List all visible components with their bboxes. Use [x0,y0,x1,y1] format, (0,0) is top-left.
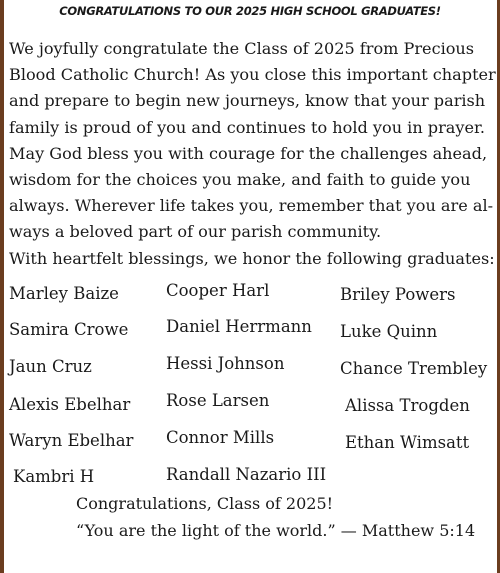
closing-scripture-quote: “You are the light of the world.” — Matthew 5:14 [76,521,476,540]
message-line: ways a beloved part of our parish community. [9,222,382,242]
graduate-name: Rose Larsen [166,391,270,410]
message-line: wisdom for the choices you make, and faith to guide you [9,170,471,190]
message-line: We joyfully congratulate the Class of 2025 from Precious [9,39,475,58]
graduate-name: Luke Quinn [340,322,438,341]
message-line: family is proud of you and continues to hold you in prayer. [9,117,486,137]
graduate-name: Chance Trembley [340,359,488,378]
graduate-name: Marley Baize [9,284,119,303]
left-border-decoration [0,0,4,573]
message-line: With heartfelt blessings, we honor the following graduates: [9,248,495,268]
closing-congratulations: Congratulations, Class of 2025! [76,494,334,513]
message-line: and prepare to begin new journeys, know that your parish [9,91,486,111]
headline: CONGRATULATIONS TO OUR 2025 HIGH SCHOOL GRADUATES! [59,4,441,18]
graduate-name: Jaun Cruz [9,357,92,376]
message-line: Blood Catholic Church! As you close this important chapter [9,65,496,85]
graduate-name: Samira Crowe [9,320,129,339]
graduate-name: Ethan Wimsatt [345,433,470,452]
graduate-name: Daniel Herrmann [166,317,312,336]
graduate-name: Kambri H [13,467,95,486]
graduate-name: Connor Mills [166,428,275,447]
graduate-name: Waryn Ebelhar [9,431,134,450]
congratulations-message [9,36,494,272]
message-line: May God bless you with courage for the challenges ahead, [9,143,488,163]
graduate-name: Hessi Johnson [166,354,285,373]
graduate-name: Alexis Ebelhar [9,395,131,414]
graduate-name: Alissa Trogden [345,396,470,415]
graduate-name: Briley Powers [340,285,456,304]
message-line: always. Wherever life takes you, remember that you are al- [9,196,494,216]
graduate-name: Cooper Harl [166,281,270,300]
graduate-name: Randall Nazario III [166,465,327,484]
